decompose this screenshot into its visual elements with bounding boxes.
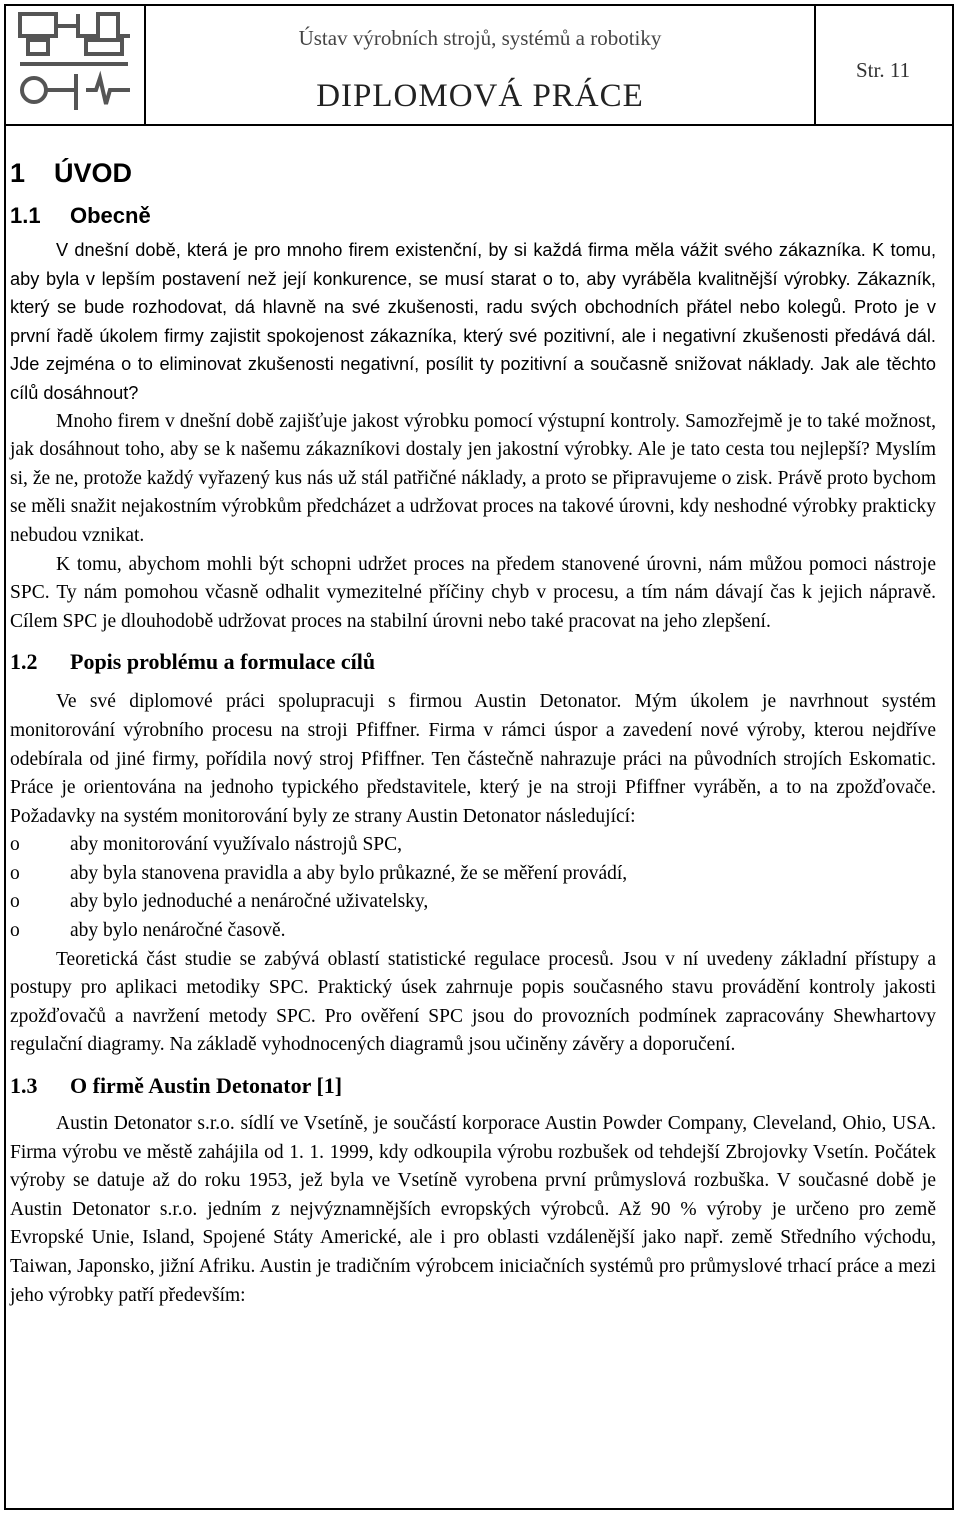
section-title: Popis problému a formulace cílů	[70, 649, 376, 675]
institute-logo-icon	[6, 6, 142, 122]
sans-block	[10, 236, 936, 408]
list-item-text: aby bylo jednoduché a nenáročné uživatelsky,	[70, 891, 429, 913]
chapter-number: 1	[10, 158, 26, 188]
requirements-list	[10, 831, 936, 945]
list-item	[10, 888, 936, 917]
list-item-text: aby byla stanovena pravidla a aby bylo průkazné, že se měření provádí,	[70, 862, 628, 884]
section-heading-obecne	[10, 196, 936, 236]
paragraph: Austin Detonator s.r.o. sídlí ve Vsetíně, je součástí korporace Austin Powder Company, Cleveland, Ohio, USA. Firma výrobu ve městě zahájila od 1. 1. 1999, kdy odkoupila výrobu rozbušek od tehdejší Zbrojovky Vsetín. Počátek výroby se datuje až do roku 1953, jež byla ve Vsetíně vyrobena první průmyslová rozbuška. V současné době je Austin Detonator s.r.o. jedním z nejvýznamnějších evropských výrobců. Až 90 % výroby je určeno pro země Evropské Unie, Island, Spojené Státy Americké, ale i pro oblasti vzdálenější jako např. země Středního východu, Taiwan, Japonsko, jižní Afriku. Austin je tradičním výrobcem iniciačních systémů pro průmyslové trhací práce a mezi jeho výrobky patří především:	[10, 1113, 936, 1306]
bullet-marker: o	[10, 920, 20, 942]
section-heading-popis	[10, 636, 936, 680]
list-item	[10, 917, 936, 946]
list-item-text: aby bylo nenáročné časově.	[70, 920, 286, 942]
page-number: Str. 11	[856, 58, 911, 82]
paragraph: K tomu, abychom mohli být schopni udržet proces na předem stanovené úrovni, nám můžou pomoci nástroje SPC. Ty nám pomohou včasně odhalit vymezitelné příčiny chyb v procesu, a tím nám dávají čas k jejich nápravě. Cílem SPC je dlouhodobě udržovat proces na stabilní úrovni nebo také pracovat na jeho zlepšení.	[10, 553, 936, 632]
page-number-cell	[816, 6, 952, 124]
bullet-marker: o	[10, 834, 20, 856]
page-header	[6, 6, 952, 126]
section-title: Obecně	[70, 203, 151, 228]
document-type-title: DIPLOMOVÁ PRÁCE	[316, 78, 644, 114]
paragraph: Teoretická část studie se zabývá oblastí statistické regulace procesů. Jsou v ní uvedeny základní přístupy a postupy pro aplikaci metodiky SPC. Praktický úsek zahrnuje popis současného stavu provádění kontroly jakosti zpožďovačů a navržení metody SPC. Pro ověření SPC jsou do provozních podmínek zapracovány Shewhartovy regulační diagramy. Na základě vyhodnocených diagramů jsou učiněny závěry a doporučení.	[10, 948, 936, 1056]
section-number: 1.3	[10, 1073, 38, 1099]
document-body	[10, 150, 936, 1310]
institute-name: Ústav výrobních strojů, systémů a robotiky	[298, 26, 662, 50]
list-item	[10, 860, 936, 889]
paragraph: V dnešní době, která je pro mnoho firem existenční, by si každá firma měla vážit svého zákazníka. K tomu, aby byla v lepším postavení než její konkurence, se musí starat o to, aby vyráběla kvalitnější výrobky. Zákazník, který se bude rozhodovat, dá hlavně na své zkušenosti, radu svých obchodních přátel nebo kolegů. Proto je v první řadě úkolem firmy zajistit spokojenost zákazníka, který své pozitivní, ale i negativní zkušenosti předává dál. Jde zejména o to eliminovat zkušenosti negativní, posílit ty pozitivní a současně snižovat náklady. Jak ale těchto cílů dosáhnout?	[10, 240, 936, 403]
bullet-marker: o	[10, 891, 20, 913]
title-cell	[146, 6, 816, 124]
paragraph: Mnoho firem v dnešní době zajišťuje jakost výrobku pomocí výstupní kontroly. Samozřejmě je to také možnost, jak dosáhnout toho, aby se k našemu zákazníkovi dostaly jen jakostní výrobky. Ale je tato cesta tou nejlepší? Myslím si, že ne, protože každý vyřazený kus nás už stál patřičné náklady, a proto se připravujeme o zisk. Právě proto bychom se měli snažit nejakostním výrobkům předcházet a udržovat proces na takové úrovni, kdy neshodné výrobky prakticky nebudou vznikat.	[10, 410, 936, 546]
paragraph: Ve své diplomové práci spolupracuji s firmou Austin Detonator. Mým úkolem je navrhnout systém monitorování výrobního procesu na stroji Pfiffner. Firma v rámci úspor a zavedení nové výroby, kterou nejdříve odebírala od jiné firmy, pořídila nový stroj Pfiffner. Ten částečně nahrazuje práci na původních strojích Eskomatic. Práce je orientována na jednoho typického představitele, který je na stroji Pfiffner vyráběn, a to na zpožďovače. Požadavky na systém monitorování byly ze strany Austin Detonator následující:	[10, 691, 936, 827]
section-number: 1.1	[10, 203, 41, 228]
chapter-heading	[10, 150, 936, 196]
section-heading-firma	[10, 1060, 936, 1104]
list-item	[10, 831, 936, 860]
section-title: O firmě Austin Detonator [1]	[70, 1073, 343, 1099]
bullet-marker: o	[10, 862, 20, 884]
list-item-text: aby monitorování využívalo nástrojů SPC,	[70, 834, 403, 856]
section-number: 1.2	[10, 649, 38, 675]
logo-cell	[6, 6, 146, 124]
chapter-title: ÚVOD	[54, 158, 133, 188]
